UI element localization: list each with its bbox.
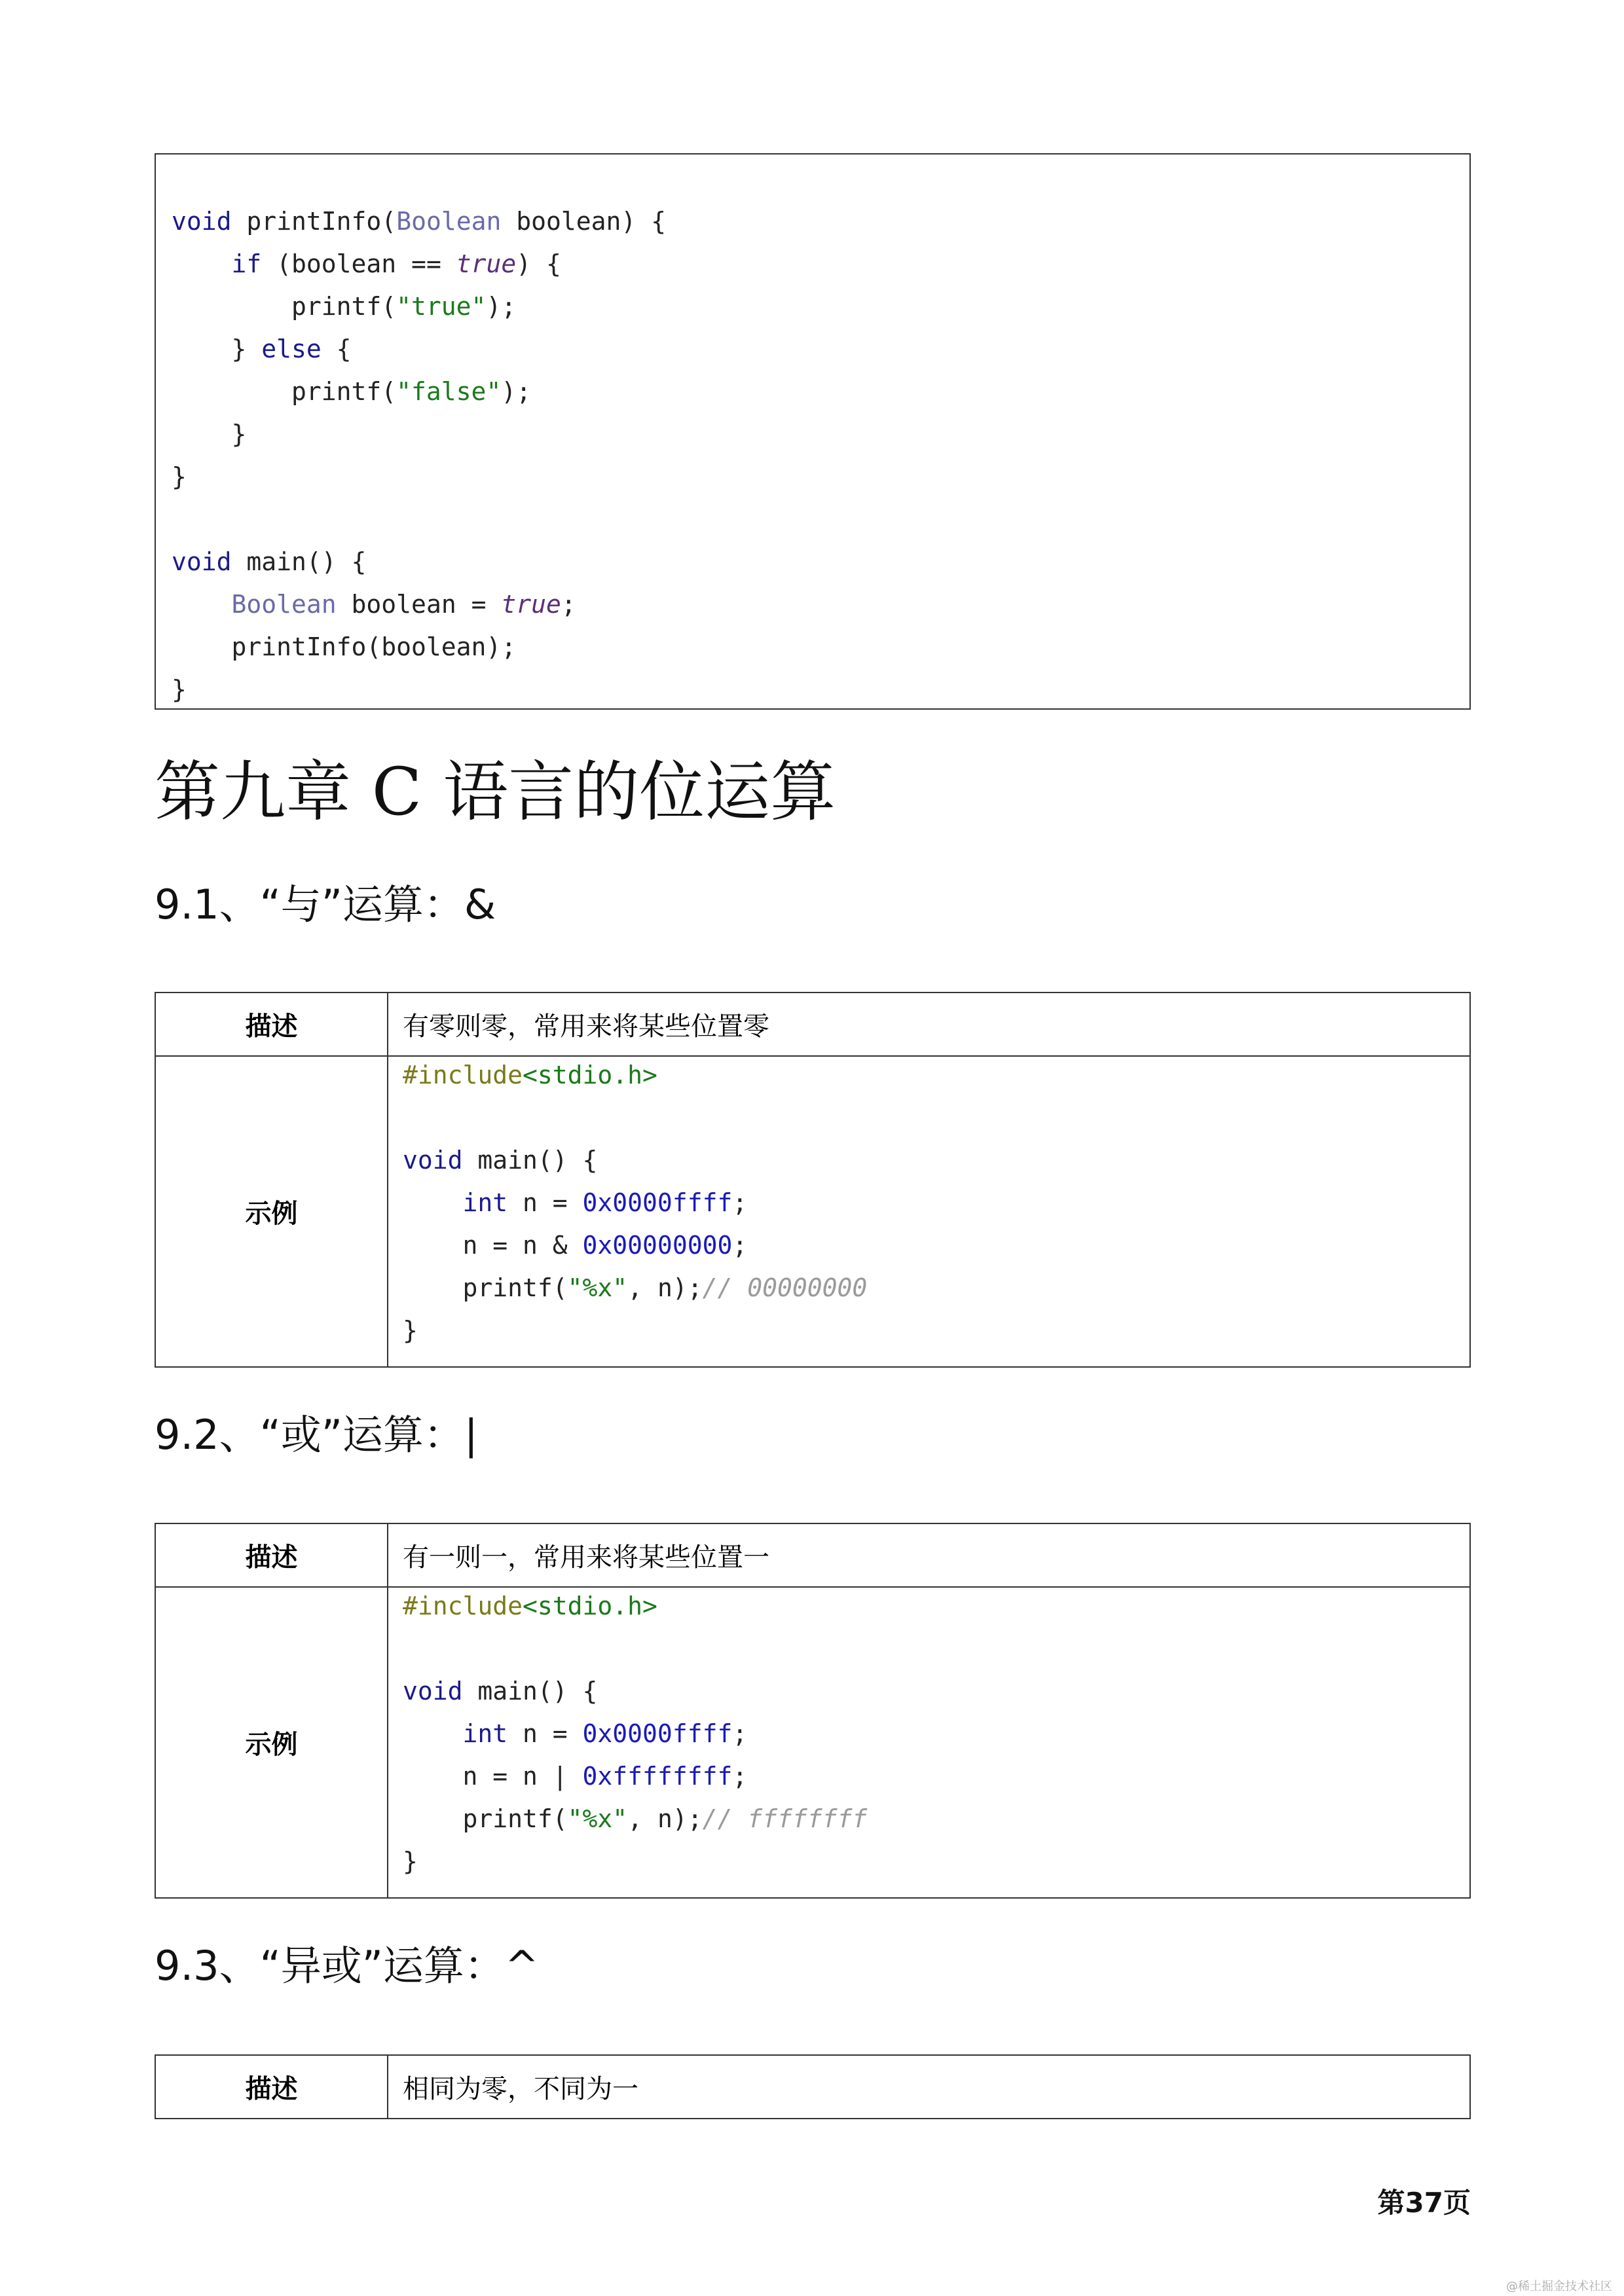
code-token: void bbox=[403, 1146, 463, 1175]
xor-operator-table bbox=[155, 2054, 1471, 2119]
code-token: main() { bbox=[231, 547, 367, 576]
page-number: 第37页 bbox=[1377, 2187, 1471, 2219]
code-line bbox=[172, 371, 666, 413]
code-token: int bbox=[462, 1719, 508, 1748]
code-token: ; bbox=[732, 1762, 748, 1791]
code-line bbox=[172, 498, 666, 541]
code-token: "false" bbox=[396, 377, 502, 406]
code-token: ; bbox=[732, 1719, 748, 1748]
code-token: } bbox=[172, 420, 247, 448]
code-token: printf( bbox=[403, 1804, 568, 1833]
example-code-cell bbox=[388, 1056, 1470, 1367]
code-line bbox=[403, 1840, 1469, 1883]
section-heading-and: 9.1、“与”运算：& bbox=[155, 881, 496, 928]
code-token: (boolean == bbox=[261, 249, 456, 278]
code-token: n = n | bbox=[403, 1762, 583, 1791]
code-token bbox=[172, 590, 232, 619]
code-token: printf( bbox=[172, 292, 397, 321]
code-token: ; bbox=[732, 1188, 748, 1217]
desc-text: 有零则零，常用来将某些位置零 bbox=[388, 993, 1470, 1056]
code-line bbox=[172, 200, 666, 243]
code-token: , n); bbox=[627, 1804, 703, 1833]
code-line bbox=[172, 626, 666, 668]
code-token: else bbox=[261, 335, 322, 363]
code-token bbox=[403, 1719, 463, 1748]
code-line bbox=[172, 413, 666, 456]
watermark: @稀土掘金技术社区 bbox=[1506, 2280, 1612, 2293]
code-token: 0x00000000 bbox=[582, 1231, 733, 1260]
code-token: "%x" bbox=[567, 1804, 628, 1833]
or-operator-table bbox=[155, 1523, 1471, 1899]
code-token bbox=[403, 1188, 463, 1217]
code-line bbox=[172, 328, 666, 371]
code-token: true bbox=[501, 590, 561, 619]
code-token: , n); bbox=[627, 1273, 703, 1302]
code-line bbox=[403, 1224, 1469, 1267]
code-token: <stdio.h> bbox=[523, 1061, 657, 1089]
desc-text: 相同为零，不同为一 bbox=[388, 2055, 1470, 2119]
desc-label: 描述 bbox=[155, 2055, 388, 2119]
code-token: #include bbox=[403, 1592, 523, 1620]
example-label: 示例 bbox=[155, 1056, 388, 1367]
code-token: Boolean bbox=[396, 207, 502, 236]
section-heading-xor: 9.3、“异或”运算：^ bbox=[155, 1942, 539, 1990]
example-code bbox=[403, 1585, 1469, 1883]
code-token: } bbox=[403, 1316, 418, 1345]
code-line bbox=[172, 243, 666, 285]
code-token bbox=[172, 249, 232, 278]
code-token: Boolean bbox=[231, 590, 337, 619]
code-token: <stdio.h> bbox=[523, 1592, 657, 1620]
code-block-content bbox=[172, 200, 666, 711]
code-token: main() { bbox=[462, 1146, 598, 1175]
and-operator-table bbox=[155, 992, 1471, 1368]
desc-text: 有一则一，常用来将某些位置一 bbox=[388, 1523, 1470, 1587]
code-token: 0x0000ffff bbox=[582, 1719, 733, 1748]
code-token: "true" bbox=[396, 292, 487, 321]
code-line bbox=[172, 668, 666, 711]
code-line bbox=[403, 1182, 1469, 1224]
code-line bbox=[403, 1309, 1469, 1352]
code-token: ; bbox=[561, 590, 576, 619]
code-token: true bbox=[456, 249, 517, 278]
code-token: { bbox=[321, 335, 352, 363]
code-line bbox=[403, 1798, 1469, 1840]
code-token: ); bbox=[501, 377, 532, 406]
code-token: main() { bbox=[462, 1677, 598, 1705]
code-line bbox=[403, 1628, 1469, 1670]
code-token: printf( bbox=[403, 1273, 568, 1302]
code-line bbox=[403, 1267, 1469, 1309]
code-block bbox=[155, 153, 1471, 710]
code-line bbox=[172, 456, 666, 498]
code-line bbox=[403, 1097, 1469, 1139]
code-token: 0x0000ffff bbox=[582, 1188, 733, 1217]
code-line bbox=[172, 285, 666, 328]
code-token: ); bbox=[486, 292, 517, 321]
section-heading-or: 9.2、“或”运算：| bbox=[155, 1411, 478, 1459]
code-token: } bbox=[172, 335, 262, 363]
code-token: n = bbox=[507, 1719, 583, 1748]
code-token: #include bbox=[403, 1061, 523, 1089]
code-line bbox=[403, 1139, 1469, 1182]
code-token: void bbox=[172, 547, 232, 576]
code-line bbox=[403, 1670, 1469, 1713]
example-code bbox=[403, 1054, 1469, 1352]
code-token: ; bbox=[732, 1231, 748, 1260]
code-token: ) { bbox=[516, 249, 561, 278]
chapter-title: 第九章 C 语言的位运算 bbox=[155, 754, 836, 830]
code-token: 0xffffffff bbox=[582, 1762, 733, 1791]
code-token: } bbox=[172, 675, 187, 704]
code-line bbox=[172, 541, 666, 583]
code-line bbox=[403, 1713, 1469, 1755]
code-token: boolean) { bbox=[501, 207, 667, 236]
code-token: printInfo(boolean); bbox=[172, 632, 517, 661]
code-token: void bbox=[172, 207, 232, 236]
code-token: void bbox=[403, 1677, 463, 1705]
code-token: printInfo( bbox=[231, 207, 397, 236]
code-token: int bbox=[462, 1188, 508, 1217]
code-token: if bbox=[231, 249, 262, 278]
code-token: boolean = bbox=[336, 590, 502, 619]
code-line bbox=[172, 583, 666, 626]
code-token: } bbox=[403, 1847, 418, 1876]
code-line bbox=[403, 1755, 1469, 1798]
code-token: n = n & bbox=[403, 1231, 583, 1260]
code-token: n = bbox=[507, 1188, 583, 1217]
code-token: // ffffffff bbox=[702, 1804, 868, 1833]
code-line bbox=[403, 1585, 1469, 1628]
code-token: printf( bbox=[172, 377, 397, 406]
example-code-cell bbox=[388, 1587, 1470, 1898]
code-line bbox=[403, 1054, 1469, 1097]
example-label: 示例 bbox=[155, 1587, 388, 1898]
code-token: // 00000000 bbox=[702, 1273, 868, 1302]
code-token: } bbox=[172, 462, 187, 491]
desc-label: 描述 bbox=[155, 993, 388, 1056]
desc-label: 描述 bbox=[155, 1523, 388, 1587]
code-token: "%x" bbox=[567, 1273, 628, 1302]
